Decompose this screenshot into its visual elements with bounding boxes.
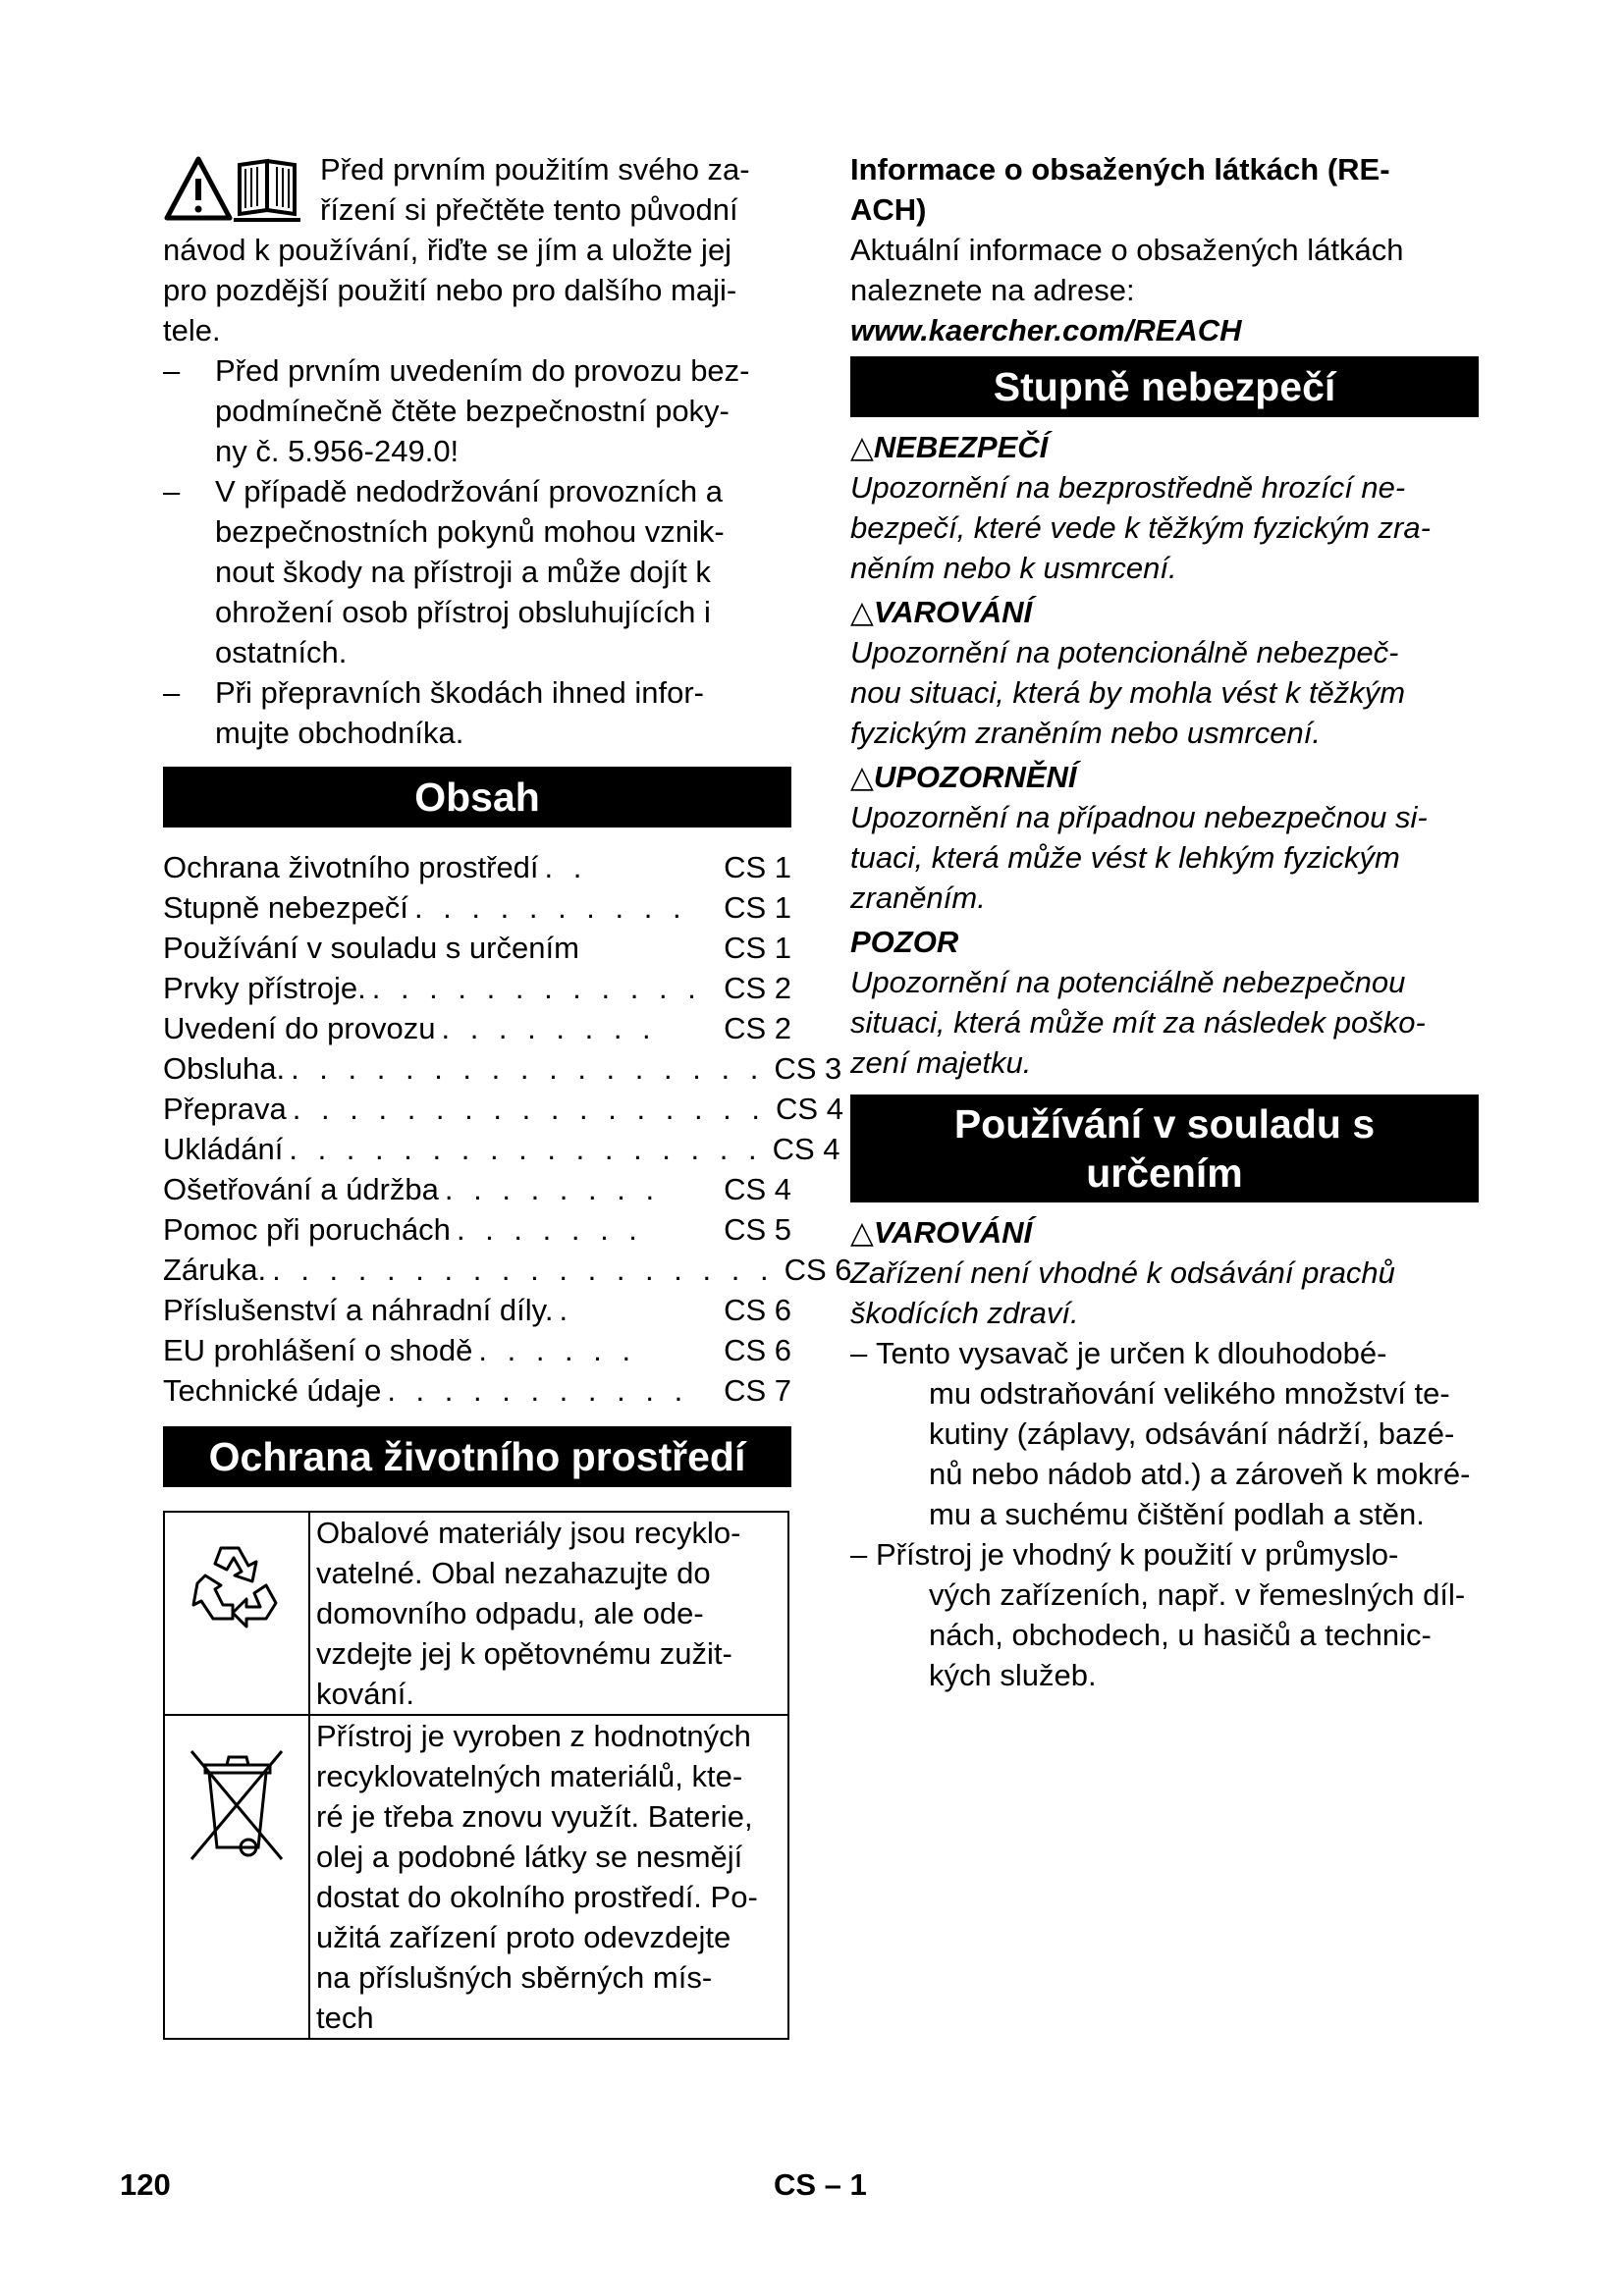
signal-word: △NEBEZPEČÍ: [850, 430, 1049, 464]
toc-page: CS 3: [774, 1051, 842, 1086]
toc-label: Pomoc při poruchách: [163, 1212, 451, 1247]
toc-label: Uvedení do provozu: [163, 1011, 436, 1045]
toc-leader: . . . . . . . . . . .: [387, 1373, 689, 1408]
toc-row: [163, 1330, 791, 1370]
toc-page: CS 7: [724, 1373, 791, 1408]
warning-icon: △: [850, 760, 874, 794]
toc-row: [163, 1089, 843, 1129]
toc-page: CS 2: [724, 1011, 791, 1045]
toc-page: CS 4: [776, 1092, 843, 1126]
toc-leader: . . . . . . . . . . . .: [371, 971, 702, 1005]
toc-page: CS 4: [772, 1132, 840, 1166]
toc-page: CS 6: [724, 1333, 791, 1367]
recycling-text: Obalové materiály jsou recyklo- vatelné. Obal nezahazujte do domovního odpadu, ale ode- vzdejte jej k opětovnému zužit- kování.: [309, 1512, 788, 1715]
toc-leader: . . . . . . . . . . . . . . . . .: [291, 1051, 765, 1086]
recycling-cell: [164, 1512, 309, 1715]
warning-icon: △: [850, 1215, 874, 1250]
right-column: [850, 149, 1479, 1695]
left-column: [163, 149, 852, 2040]
toc-leader: . . . . . . . .: [441, 1011, 657, 1045]
toc-page: CS 2: [724, 971, 791, 1005]
page-number: 120: [120, 2167, 171, 2202]
toc-heading: Obsah: [163, 767, 791, 828]
toc-row: [163, 1169, 791, 1209]
bullet-item: – Před prvním uvedením do provozu bez- podmínečně čtěte bezpečnostní poky- ny č. 5.956-249.0!: [163, 350, 791, 471]
toc-page: CS 5: [724, 1212, 791, 1247]
toc-row: [163, 847, 791, 887]
hazard-list: [850, 427, 1479, 1083]
warning-icon: △: [850, 595, 874, 629]
bullet-item: – Přístroj je vhodný k použití v průmyslo- vých zařízeních, např. v řemeslných díl- nách, obchodech, u hasičů a technic- kých služeb.: [850, 1534, 1479, 1695]
toc-page: CS 1: [724, 850, 791, 884]
toc-row: [163, 1129, 840, 1169]
use-heading: Používání v souladu s určením: [850, 1095, 1479, 1202]
toc-row: [163, 968, 791, 1008]
signal-word: POZOR: [850, 925, 959, 959]
toc-row: [163, 1250, 852, 1290]
warning-icon: △: [850, 430, 874, 464]
toc-page: CS 4: [724, 1172, 791, 1206]
toc-row: [163, 928, 791, 968]
use-warning: △VAROVÁNÍ Zařízení není vhodné k odsávání prachů škodících zdraví.: [850, 1212, 1479, 1333]
bullet-dash: –: [163, 353, 181, 388]
table-row: [164, 1715, 788, 2039]
toc-label: Prvky přístroje.: [163, 971, 366, 1005]
hazard-item: △VAROVÁNÍ Upozornění na potencionálně nebezpeč- nou situaci, která by mohla vést k těžkým fyzickým zraněním nebo usmrcení.: [850, 592, 1479, 753]
toc-leader: .: [559, 1293, 574, 1327]
toc-label: Ochrana životního prostředí: [163, 850, 539, 884]
intro-line: Před prvním použitím svého za-: [320, 152, 750, 187]
toc-leader: . . . . . . . . . . . . . . . . .: [292, 1092, 767, 1126]
bullet-item: – Při přepravních škodách ihned infor- mujte obchodníka.: [163, 672, 791, 753]
toc-leader: . . . . . . . .: [444, 1172, 661, 1206]
toc-label: Technické údaje: [163, 1373, 382, 1408]
toc-leader: . .: [544, 850, 588, 884]
disposal-text: Přístroj je vyroben z hodnotných recyklovatelných materiálů, kte- ré je třeba znovu využít. Baterie, olej a podobné látky se nesmějí dostat do okolního prostředí. Po- užitá zařízení proto odevzdejte na příslušných sběrných mís- tech: [309, 1715, 788, 2039]
reach-text: Aktuální informace o obsažených látkách naleznete na adrese:: [850, 233, 1404, 307]
toc-label: Přeprava: [163, 1092, 287, 1126]
toc-label: Používání v souladu s určením: [163, 931, 579, 965]
hazard-item: △UPOZORNĚNÍ Upozornění na případnou nebezpečnou si- tuaci, která může vést k lehkým fyzickým zraněním.: [850, 757, 1479, 918]
toc-label: Ošetřování a údržba: [163, 1172, 439, 1206]
signal-word: △UPOZORNĚNÍ: [850, 760, 1077, 794]
toc-page: CS 1: [724, 931, 791, 965]
intro-line: řízení si přečtěte tento původní: [320, 192, 738, 227]
toc-leader: . . . . . .: [478, 1333, 637, 1367]
toc-row: [163, 887, 791, 928]
toc-row: [163, 1008, 791, 1048]
intro-line: pro pozdější použití nebo pro dalšího maji-: [163, 273, 737, 307]
page-code: CS – 1: [774, 2167, 867, 2202]
toc-label: Ukládání: [163, 1132, 284, 1166]
reach-url: www.kaercher.com/REACH: [850, 313, 1242, 347]
reach-heading: Informace o obsažených látkách (RE- ACH): [850, 152, 1390, 227]
table-of-contents: [163, 847, 852, 1411]
hazard-item: △NEBEZPEČÍ Upozornění na bezprostředně hrozící ne- bezpečí, které vede k těžkým fyzickým zra- něním nebo k usmrcení.: [850, 427, 1479, 588]
intro-section: [163, 149, 791, 350]
env-heading: Ochrana životního prostředí: [163, 1426, 791, 1487]
toc-label: EU prohlášení o shodě: [163, 1333, 473, 1367]
toc-leader: . . . . . . . . . . . . . . . . . .: [272, 1253, 775, 1287]
signal-word: △VAROVÁNÍ: [850, 1215, 1033, 1250]
intro-line: návod k používání, řiďte se jím a uložte jej: [163, 233, 732, 267]
toc-page: CS 6: [784, 1253, 852, 1287]
toc-label: Záruka.: [163, 1253, 267, 1287]
environment-table: [163, 1511, 789, 2040]
toc-row: [163, 1290, 791, 1330]
toc-row: [163, 1048, 842, 1089]
bullet-dash: –: [850, 1537, 868, 1572]
toc-leader: . . . . . . .: [456, 1212, 643, 1247]
toc-page: CS 1: [724, 890, 791, 925]
signal-word: △VAROVÁNÍ: [850, 595, 1033, 629]
warning-manual-icon: [163, 153, 306, 224]
bin-cell: [164, 1715, 309, 2039]
toc-leader: . . . . . . . . . . . . . . . . .: [289, 1132, 763, 1166]
hazard-item: POZOR Upozornění na potenciálně nebezpečnou situaci, která může mít za následek poško- zení majetku.: [850, 922, 1479, 1083]
toc-label: Příslušenství a náhradní díly.: [163, 1293, 554, 1327]
crossed-out-bin-icon: [178, 1737, 296, 1875]
toc-row: [163, 1370, 791, 1411]
toc-leader: . . . . . . . . . .: [413, 890, 687, 925]
hazard-heading: Stupně nebezpečí: [850, 356, 1479, 417]
toc-label: Obsluha.: [163, 1051, 286, 1086]
intro-line: tele.: [163, 313, 221, 347]
toc-label: Stupně nebezpečí: [163, 890, 408, 925]
toc-row: [163, 1209, 791, 1250]
toc-page: CS 6: [724, 1293, 791, 1327]
bullet-item: – V případě nedodržování provozních a bezpečnostních pokynů mohou vznik- nout škody na přístroji a může dojít k ohrožení osob přístroj obsluhujících i ostatních.: [163, 471, 791, 672]
bullet-item: – Tento vysavač je určen k dlouhodobé- mu odstraňování velikého množství te- kutiny (záplavy, odsávání nádrží, bazé- nů nebo nádob atd.) a zároveň k mokré- mu a suchému čištění podlah a stěn.: [850, 1333, 1479, 1534]
bullet-dash: –: [163, 675, 181, 710]
recycling-icon: [178, 1532, 296, 1650]
table-row: [164, 1512, 788, 1715]
bullet-dash: –: [163, 474, 181, 508]
bullet-dash: –: [850, 1336, 868, 1370]
